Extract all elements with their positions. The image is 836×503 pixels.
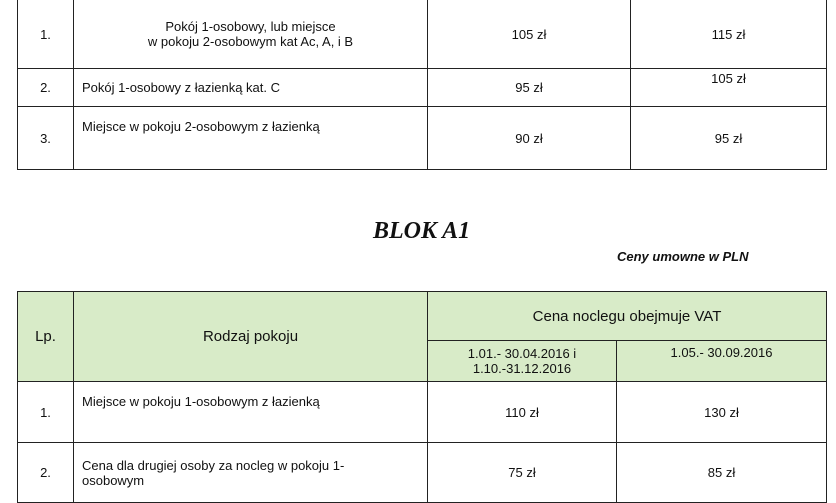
header-room-type: Rodzaj pokoju — [74, 292, 428, 382]
header-price-group: Cena noclegu obejmuje VAT — [428, 292, 827, 341]
header-period-1-line: 1.01.- 30.04.2016 i — [467, 346, 577, 361]
room-description-line: Pokój 1-osobowy, lub miejsce — [165, 19, 336, 34]
table-row — [18, 69, 827, 107]
row-number: 1. — [18, 382, 74, 443]
top-price-table — [17, 0, 827, 170]
header-lp: Lp. — [18, 292, 74, 382]
room-description-line: Cena dla drugiej osoby za nocleg w pokoju 1- — [82, 457, 345, 473]
price-period-1: 75 zł — [428, 443, 617, 503]
room-description-line: osobowym — [82, 472, 145, 488]
table-row — [18, 443, 827, 503]
price-period-2: 105 zł — [631, 69, 827, 107]
header-period-1 — [428, 341, 617, 382]
room-description: Miejsce w pokoju 2-osobowym z łazienką — [74, 107, 428, 170]
block-a1-price-table — [17, 291, 827, 503]
room-description — [74, 0, 428, 69]
row-number: 2. — [18, 69, 74, 107]
price-period-1: 95 zł — [428, 69, 631, 107]
price-period-2: 95 zł — [631, 107, 827, 170]
row-number: 2. — [18, 443, 74, 503]
header-period-2: 1.05.- 30.09.2016 — [617, 341, 827, 382]
price-period-1: 110 zł — [428, 382, 617, 443]
room-description-line: w pokoju 2-osobowym kat Ac, A, i B — [147, 34, 354, 49]
header-period-1-line: 1.10.-31.12.2016 — [472, 361, 572, 376]
price-period-2: 130 zł — [617, 382, 827, 443]
table-header-row — [18, 292, 827, 341]
table-row — [18, 0, 827, 69]
row-number: 1. — [18, 0, 74, 69]
price-period-1: 105 zł — [428, 0, 631, 69]
table-row — [18, 107, 827, 170]
price-period-2: 115 zł — [631, 0, 827, 69]
room-description: Pokój 1-osobowy z łazienką kat. C — [74, 69, 428, 107]
price-note: Ceny umowne w PLN — [617, 249, 749, 264]
room-description: Miejsce w pokoju 1-osobowym z łazienką — [74, 382, 428, 443]
price-period-1: 90 zł — [428, 107, 631, 170]
room-description — [74, 443, 428, 503]
block-title: BLOK A1 — [373, 218, 471, 244]
price-period-2: 85 zł — [617, 443, 827, 503]
table-row — [18, 382, 827, 443]
row-number: 3. — [18, 107, 74, 170]
